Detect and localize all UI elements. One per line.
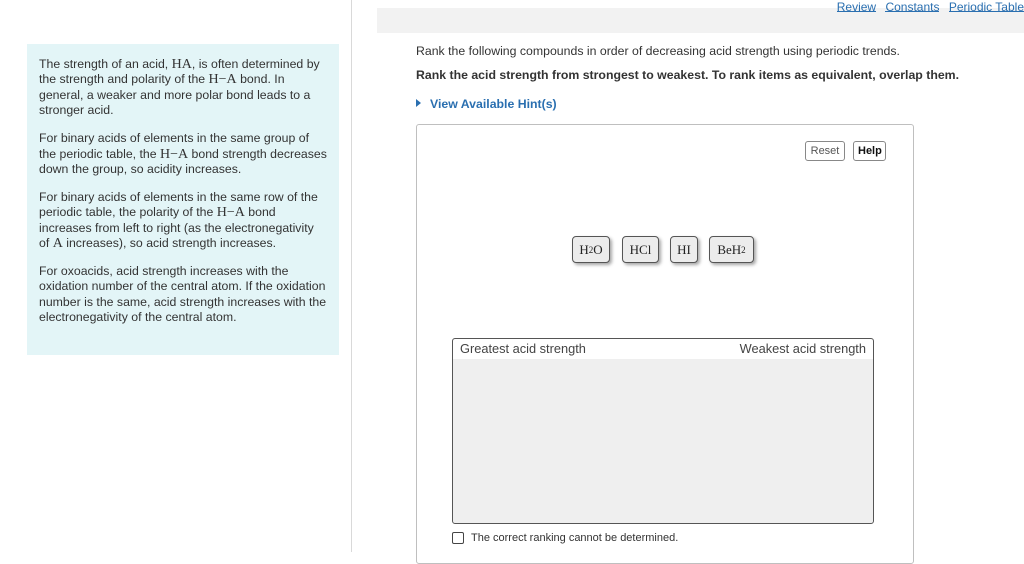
rank-item-beh2[interactable]: [709, 236, 754, 263]
math-bond: H−A: [208, 72, 237, 88]
intro-text: , is often determined by the strength and polarity of the: [39, 57, 320, 87]
item-formula-tail: O: [593, 241, 603, 257]
cannot-determine-checkbox[interactable]: [452, 532, 464, 544]
intro-text: bond strength decreases down the group, so acidity increases.: [39, 146, 327, 176]
constants-link[interactable]: Constants: [885, 0, 940, 12]
item-subscript: 2: [741, 244, 746, 255]
item-formula: BeH: [717, 241, 742, 257]
cannot-determine-row: [452, 530, 678, 545]
left-panel: [0, 0, 352, 552]
intro-text: bond increases from left to right (as the electronegativity of: [39, 205, 314, 251]
help-button[interactable]: Help: [853, 141, 886, 161]
rank-item-hcl[interactable]: [622, 236, 659, 263]
intro-text: The strength of an acid,: [39, 57, 172, 71]
math-bond: H−A: [160, 146, 189, 162]
item-formula: HI: [677, 241, 691, 257]
math-bond: H−A: [216, 205, 245, 221]
ranking-drop-zone[interactable]: [452, 338, 874, 524]
rank-item-h2o[interactable]: [572, 236, 610, 263]
math-ha: HA: [171, 57, 192, 72]
intro-paragraph-3: [39, 190, 327, 252]
weakest-acid-strength-label: Weakest acid strength: [739, 341, 866, 356]
intro-paragraph-4: For oxoacids, acid strength increases with the oxidation number of the central atom. If the oxidation number is the same, acid strength increases with the electronegativity of the central atom.: [39, 263, 327, 325]
top-links: [831, 0, 1024, 12]
question-bold-instruction: Rank the acid strength from strongest to weakest. To rank items as equivalent, overlap them.: [416, 68, 960, 82]
intro-text: For binary acids of elements in the same group of the periodic table, the: [39, 131, 309, 161]
math-a: A: [52, 236, 63, 252]
question-instruction: Rank the following compounds in order of decreasing acid strength using periodic trends.: [416, 44, 900, 58]
review-link[interactable]: Review: [836, 0, 877, 12]
periodic-table-link[interactable]: Periodic Table: [948, 0, 1024, 12]
reset-button[interactable]: Reset: [805, 141, 845, 161]
greatest-acid-strength-label: Greatest acid strength: [460, 341, 586, 356]
cannot-determine-label: The correct ranking cannot be determined.: [471, 531, 679, 544]
intro-text: increases), so acid strength increases.: [62, 236, 277, 251]
caret-right-icon: [416, 99, 421, 107]
rank-item-hi[interactable]: [670, 236, 698, 263]
intro-paragraph-1: [39, 57, 327, 119]
intro-text: For binary acids of elements in the same row of the periodic table, the polarity of the: [39, 189, 318, 220]
intro-text: bond. In general, a weaker and more polar bond leads to a stronger acid.: [39, 72, 311, 118]
intro-paragraph-2: [39, 131, 327, 177]
drop-zone-header: [453, 339, 873, 359]
part-header-bar: [377, 0, 1024, 33]
hint-link-label: View Available Hint(s): [430, 97, 557, 111]
item-subscript: 2: [588, 244, 594, 255]
item-formula: HCl: [629, 241, 652, 257]
item-formula: H: [579, 241, 589, 257]
view-hints-link[interactable]: [416, 97, 557, 111]
intro-box: [27, 44, 339, 355]
